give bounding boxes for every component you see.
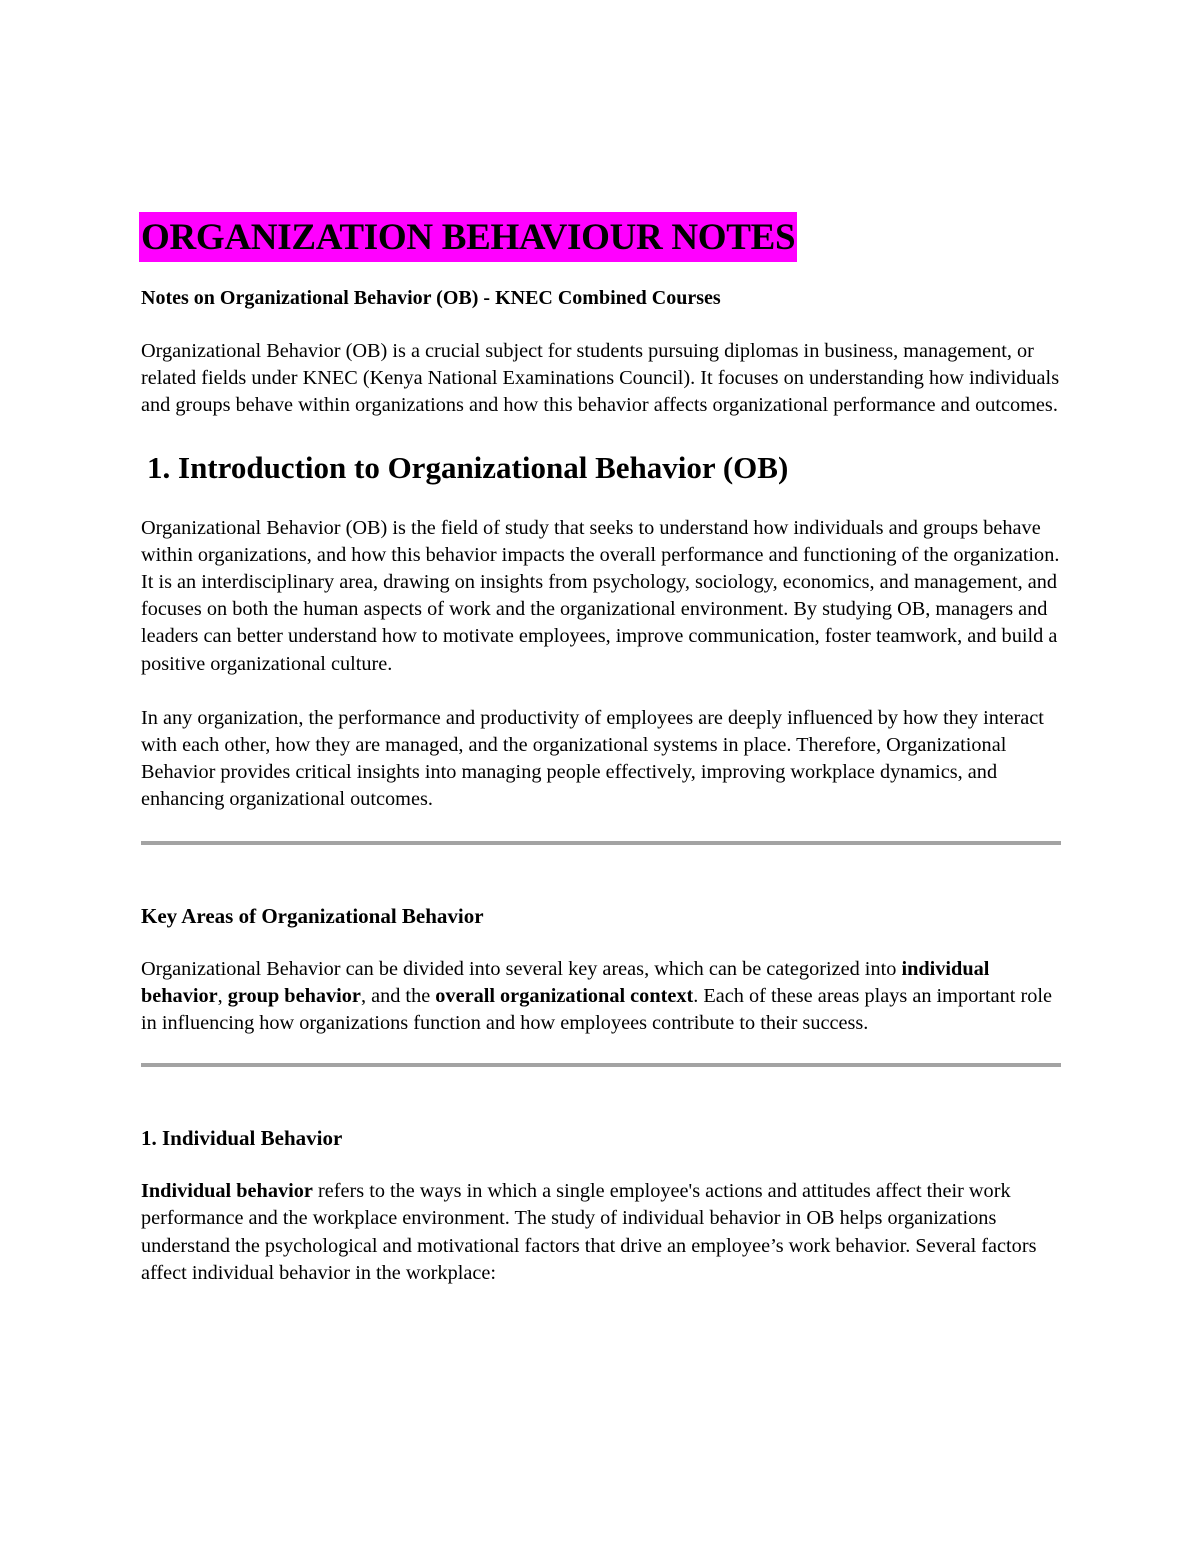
key-areas-bold-organizational: overall organizational context xyxy=(435,984,694,1007)
section-heading-introduction: 1. Introduction to Organizational Behavior (OB) xyxy=(147,449,789,485)
key-areas-text-3: , and the xyxy=(360,984,436,1007)
key-areas-text-2: , xyxy=(217,984,228,1007)
key-areas-bold-group: group behavior xyxy=(227,984,361,1007)
document-title: ORGANIZATION BEHAVIOUR NOTES xyxy=(139,212,797,262)
introduction-paragraph-1: Organizational Behavior (OB) is the field of study that seeks to understand how individuals and groups behave within organizations, and how this behavior impacts the overall performance and functioning of the organization. It is an interdisciplinary area, drawing on insights from psychology, sociology, economics, and management, and focuses on both the human aspects of work and the organizational environment. By studying OB, managers and leaders can better understand how to motivate employees, improve communication, foster teamwork, and build a positive organizational culture. xyxy=(141,516,1060,675)
horizontal-rule xyxy=(141,841,1061,845)
section-heading-key-areas: Key Areas of Organizational Behavior xyxy=(141,903,484,928)
introduction-paragraph-2: In any organization, the performance and productivity of employees are deeply influenced by how they interact with each other, how they are managed, and the organizational systems in place. Therefore, Organizational Behavior provides critical insights into managing people effectively, improving workplace dynamics, and enhancing organizational outcomes. xyxy=(141,706,1044,811)
intro-paragraph: Organizational Behavior (OB) is a crucial subject for students pursuing diplomas in business, management, or related fields under KNEC (Kenya National Examinations Council). It focuses on understanding how individuals and groups behave within organizations and how this behavior affects organizational performance and outcomes. xyxy=(141,340,1060,417)
individual-behavior-paragraph xyxy=(141,1178,1061,1287)
key-areas-text-1: Organizational Behavior can be divided into several key areas, which can be categorized into xyxy=(141,957,902,980)
key-areas-text-4: . Each of these areas plays an important role in influencing how organizations function and how employees contribute to their success. xyxy=(141,984,1052,1035)
key-areas-paragraph xyxy=(141,956,1061,1038)
document-subtitle: Notes on Organizational Behavior (OB) - KNEC Combined Courses xyxy=(141,287,721,309)
section-heading-individual-behavior: 1. Individual Behavior xyxy=(141,1126,343,1151)
individual-behavior-text: refers to the ways in which a single employee's actions and attitudes affect their work performance and the workplace environment. The study of individual behavior in OB helps organizations understand the psychological and motivational factors that drive an employee’s work behavior. Several factors affect individual behavior in the workplace: xyxy=(141,1180,1037,1284)
horizontal-rule xyxy=(141,1063,1061,1067)
key-areas-bold-individual: individual behavior xyxy=(141,957,990,1007)
document-page xyxy=(141,212,1061,1287)
individual-behavior-bold-lead: Individual behavior xyxy=(141,1180,313,1203)
